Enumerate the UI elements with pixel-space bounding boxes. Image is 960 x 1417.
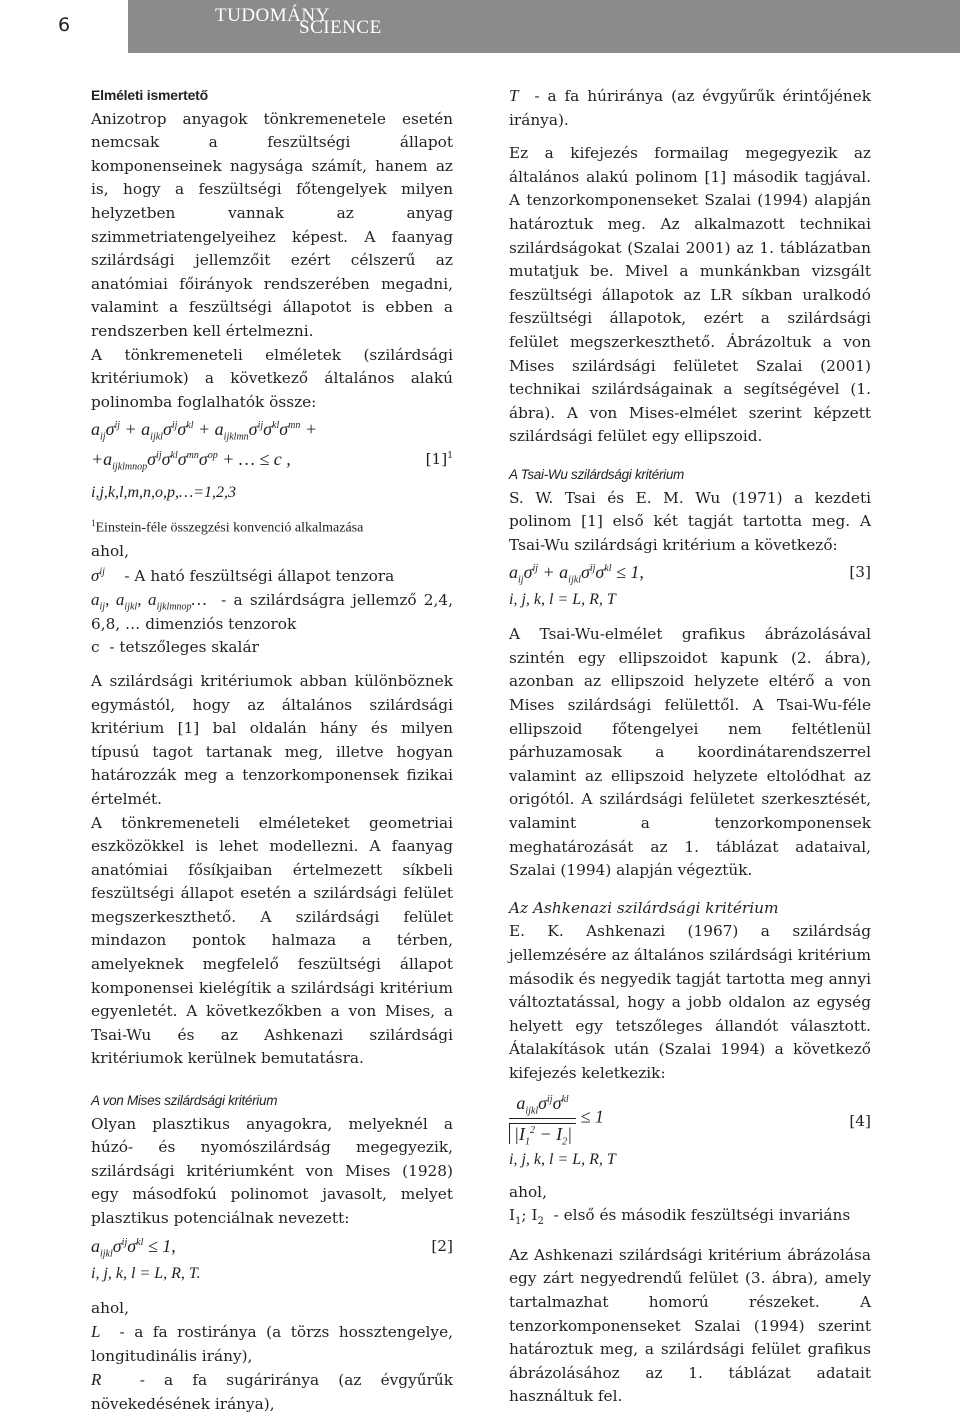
definition-T: T - a fa húriránya (az évgyűrűk érintőjének iránya).: [509, 86, 871, 129]
equation-number: [3]: [849, 563, 871, 582]
equation-2: $a_{ijkl}\sigma^{ij}\sigma^{kl} \le 1$, [2]: [91, 1231, 453, 1261]
equation-1-line-2: $+a_{ijklmnop}\sigma^{ij}\sigma^{kl}\sigma^{mn}\sigma^{op}$ + … ≤ c , $[1]^1$: [91, 444, 453, 474]
section-heading: Elméleti ismertető: [91, 87, 208, 103]
paragraph: A tönkremeneteli elméletek (szilárdsági kritériumok) a következő általános alakú polinomba foglalhatók össze:: [91, 345, 453, 411]
footnote: $^1$Einstein-féle összegzési konvenció alkalmazása: [91, 518, 364, 536]
index-range: i, j, k, l = L, R, T: [509, 591, 616, 609]
ahol-label: ahol,: [91, 1298, 129, 1317]
paragraph: S. W. Tsai és E. M. Wu (1971) a kezdeti polinom [1] első két tagját tartotta meg. A Tsai-Wu szilárdsági kritérium a következő:: [509, 488, 871, 554]
equation-number: [4]: [849, 1111, 871, 1130]
right-column: [509, 84, 871, 1409]
left-column: [91, 84, 453, 1417]
paragraph: E. K. Ashkenazi (1967) a szilárdság jellemzésére az általános szilárdsági kritérium második és negyedik tagját tartotta meg annyi változtatással, hogy a jobb oldalon az egység helyett egy tetszőleges állandót választott. Átalakítások után (Szalai 1994) a következő kifejezés keletkezik:: [509, 922, 871, 1082]
index-range: i, j, k, l = L, R, T: [509, 1150, 616, 1168]
subsection-heading: A von Mises szilárdsági kritérium: [91, 1093, 278, 1109]
subsection-heading: Az Ashkenazi szilárdsági kritérium: [509, 898, 779, 917]
definition-c: c - tetszőleges skalár: [91, 638, 259, 657]
paragraph: A tönkremeneteli elméleteket geometriai eszközökkel is lehet modellezni. A faanyag anatómiai fősíkjaiban értelmezett síkbeli feszültségi állapot esetén a szilárdsági felület megszerkeszthető. A szilárdsági felület mindazon pontok halmaza a térben, amelyeknek megfelelő feszültségi állapot komponensei kielégítik a szilárdsági kritérium egyenletét. A következőkben a von Mises, a Tsai-Wu és az Ashkenazi szilárdsági kritériumok kerülnek bemutatásra.: [91, 813, 453, 1068]
section-title: TUDOMÁNY: [215, 5, 330, 26]
definition-invariants: $I_1$; $I_2$ - első és második feszültségi invariáns: [509, 1206, 851, 1228]
definition-sigma: $\sigma^{ij}$ - A ható feszültségi állapot tenzora: [91, 565, 395, 585]
header-band: [0, 0, 960, 53]
equation-1-line-1: $a_{ij}\sigma^{ij} + a_{ijkl}\sigma^{ij}\sigma^{kl} + a_{ijklmn}\sigma^{ij}\sigma^{kl}\sigma^{mn}$ +: [91, 419, 318, 443]
index-range: i,j,k,l,m,n,o,p,…=1,2,3: [91, 484, 237, 502]
definition-a: $a_{ij}$, $a_{ijkl}$, $a_{ijklmnop}\dots$ - a szilárdságra jellemző 2,4, 6,8, … dimenziós tenzorok: [91, 590, 453, 633]
equation-number: [2]: [431, 1236, 453, 1255]
paragraph: A szilárdsági kritériumok abban különböznek egymástól, hogy az általános szilárdsági kritérium [1] bal oldalán hány és milyen típusú tagot tartanak meg, illetve hogyan határozzák meg a tenzorkomponensek fizikai értelmét.: [91, 671, 453, 808]
page-number: 6: [58, 14, 71, 36]
ahol-label: ahol,: [91, 541, 129, 560]
equation-3: $a_{ij}\sigma^{ij} + a_{ijkl}\sigma^{ij}\sigma^{kl} \le 1$, [3]: [509, 557, 871, 587]
paragraph: Olyan plasztikus anyagokra, melyeknél a húzó- és nyomószilárdság megegyezik, szilárdsági kritériumként von Mises (1928) egy másodfokú polinomot javasolt, melyet plasztikus potenciálnak nevezett:: [91, 1114, 453, 1227]
section-subtitle: SCIENCE: [299, 17, 382, 38]
equation-number: $[1]^1$: [425, 450, 453, 469]
equation-4: $\frac{a_{ijkl}\sigma^{ij}\sigma^{kl}}{|I_1^2 - I_2|}$ ≤ 1 [4]: [509, 1090, 871, 1147]
index-range: i, j, k, l = L, R, T.: [91, 1264, 201, 1282]
definition-L: L - a fa rostiránya (a törzs hossztengelye, longitudinális irány),: [91, 1322, 453, 1365]
definition-R: R - a fa sugáriránya (az évgyűrűk növekedésének iránya),: [91, 1370, 453, 1413]
paragraph: A Tsai-Wu-elmélet grafikus ábrázolásával szintén egy ellipszoidot kapunk (2. ábra), azonban az ellipszoid helyzete eltérő a von Mises szilárdsági felülettől. A Tsai-Wu-féle ellipszoid főtengelyei nem feltétlenül párhuzamosak a koordinátarendszerrel valamint az ellipszoid helyzete eltolódhat az origótól. A szilárdsági felületet szerkesztését, valamint a tenzorkomponensek meghatározását az 1. táblázat adataival, Szalai (1994) alapján végeztük.: [509, 625, 871, 880]
ahol-label: ahol,: [509, 1182, 547, 1201]
paragraph: Az Ashkenazi szilárdsági kritérium ábrázolása egy zárt negyedrendű felület (3. ábra), amely tartalmazhat homorú részeket. A tenzorkomponenseket Szalai (1994) szerint határoztuk meg, a szilárdsági felület grafikus ábrázolásához az 1. táblázat adatait használtuk fel.: [509, 1245, 871, 1406]
paragraph: Anizotrop anyagok tönkremenetele esetén nemcsak a feszültségi állapot komponenseinek nagysága számít, hanem az is, hogy a feszültségi főtengelyek milyen helyzetben vannak az anyag szimmetriatengelyeihez képest. A faanyag szilárdsági jellemzőit ezért célszerű az anatómiai főirányok rendszerében megadni, valamint a feszültségi állapotot is ebben a rendszerben kell értelmezni.: [91, 109, 453, 340]
paragraph: Ez a kifejezés formailag megegyezik az általános alakú polinom [1] második tagjával. A tenzorkomponenseket Szalai (1994) alapján határoztuk meg. Az alkalmazott technikai szilárdságokat (Szalai 2001) az 1. táblázatban mutatjuk be. Mivel a munkánkban vizsgált feszültségi állapotok az LR síkban uralkodó feszültségi állapotok, ezért a szilárdsági felület megszerkeszthető. Ábrázoltuk a von Mises szilárdsági felületet Szalai (2001) technikai szilárdságainak a segítségével (1. ábra). A von Mises-elmélet szerint képzett szilárdsági felület egy ellipszoid.: [509, 144, 871, 446]
subsection-heading: A Tsai-Wu szilárdsági kritérium: [509, 466, 684, 482]
